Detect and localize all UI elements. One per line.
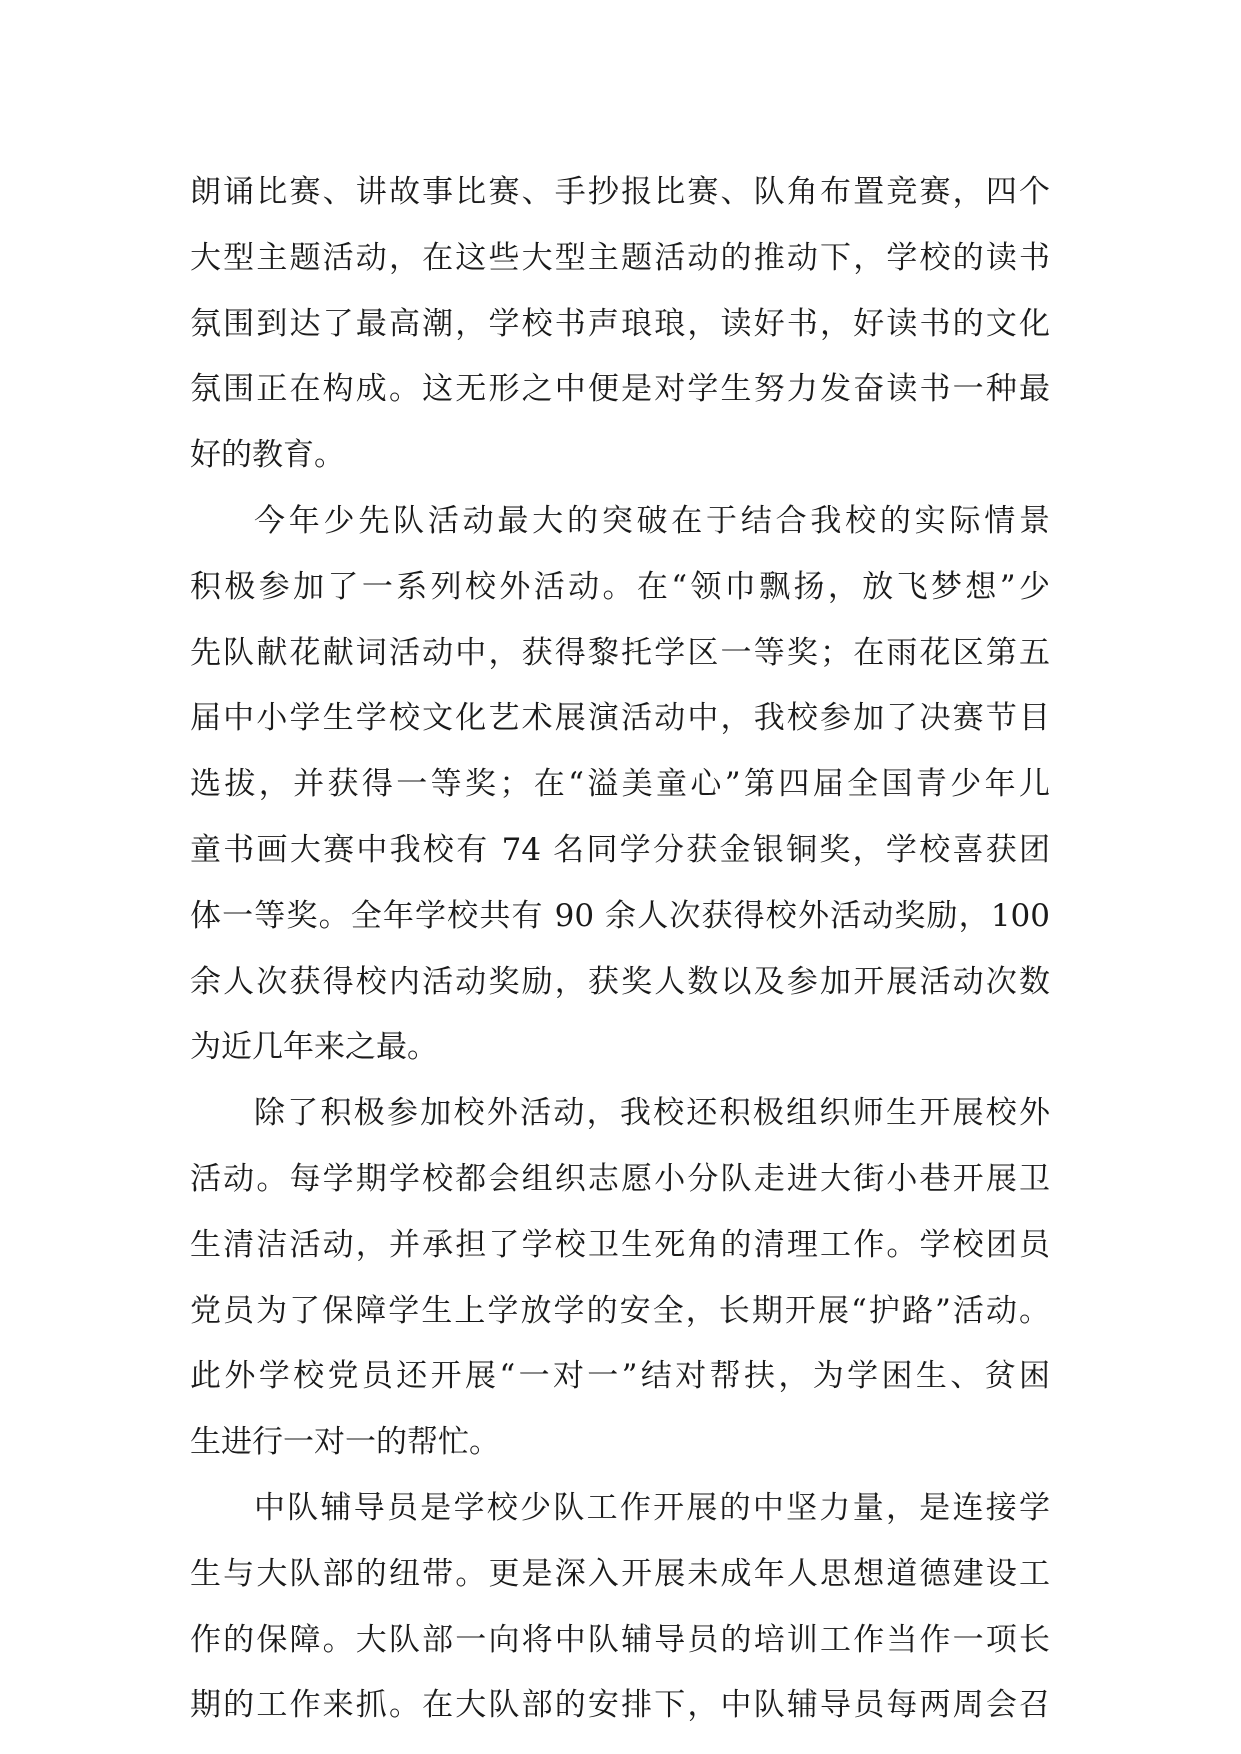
text-line: 活动。每学期学校都会组织志愿小分队走进大街小巷开展卫 xyxy=(190,1160,1050,1197)
text-line: 大型主题活动，在这些大型主题活动的推动下，学校的读书 xyxy=(190,239,1050,276)
text-line: 今年少先队活动最大的突破在于结合我校的实际情景 xyxy=(254,502,1050,539)
text-line: 届中小学生学校文化艺术展演活动中，我校参加了决赛节目 xyxy=(190,700,1050,737)
text-line: 好的教育。 xyxy=(190,437,345,474)
text-line: 氛围到达了最高潮，学校书声琅琅，读好书，好读书的文化 xyxy=(190,305,1050,342)
text-line: 朗诵比赛、讲故事比赛、手抄报比赛、队角布置竞赛，四个 xyxy=(190,174,1050,210)
text-line: 积极参加了一系列校外活动。在“领巾飘扬，放飞梦想”少 xyxy=(190,568,1050,605)
text-line: 生与大队部的纽带。更是深入开展未成年人思想道德建设工 xyxy=(190,1555,1050,1592)
text-line: 除了积极参加校外活动，我校还积极组织师生开展校外 xyxy=(254,1095,1050,1132)
text-line: 党员为了保障学生上学放学的安全，长期开展“护路”活动。 xyxy=(190,1292,1050,1329)
text-line: 生清洁活动，并承担了学校卫生死角的清理工作。学校团员 xyxy=(190,1226,1050,1263)
text-line: 生进行一对一的帮忙。 xyxy=(190,1424,500,1461)
text-line: 为近几年来之最。 xyxy=(190,1029,438,1066)
text-line: 体一等奖。全年学校共有 90 余人次获得校外活动奖励，100 xyxy=(190,897,1050,934)
text-line: 选拔，并获得一等奖；在“溢美童心”第四届全国青少年儿 xyxy=(190,766,1050,803)
text-line: 童书画大赛中我校有 74 名同学分获金银铜奖，学校喜获团 xyxy=(190,831,1050,868)
text-line: 此外学校党员还开展“一对一”结对帮扶，为学困生、贫困 xyxy=(190,1358,1050,1395)
text-line: 中队辅导员是学校少队工作开展的中坚力量，是连接学 xyxy=(254,1489,1050,1526)
text-line: 余人次获得校内活动奖励，获奖人数以及参加开展活动次数 xyxy=(190,963,1050,1000)
text-line: 作的保障。大队部一向将中队辅导员的培训工作当作一项长 xyxy=(190,1621,1050,1658)
body-text xyxy=(190,160,1050,1739)
text-line: 先队献花献词活动中，获得黎托学区一等奖；在雨花区第五 xyxy=(190,634,1050,671)
text-line: 氛围正在构成。这无形之中便是对学生努力发奋读书一种最 xyxy=(190,371,1050,408)
text-line: 期的工作来抓。在大队部的安排下，中队辅导员每两周会召 xyxy=(190,1687,1050,1724)
